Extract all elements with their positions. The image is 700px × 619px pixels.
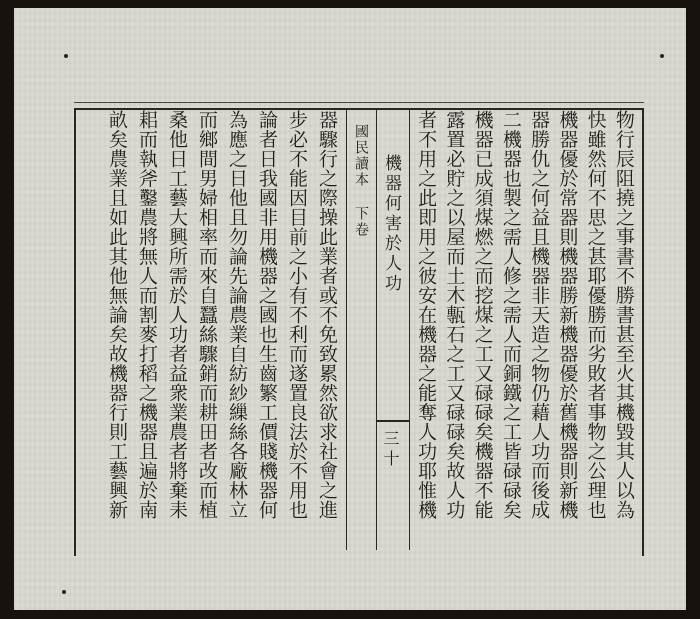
section-title: 機器何害於人功 [381,154,401,294]
text-column: 機器已成須煤燃之而挖煤之工又碌碌矣機器不能 [471,110,494,520]
text-column: 畝矣農業且如此其他無論矣故機器行則工藝興新 [106,110,128,520]
text-column: 桑他日工藝大興所需於人功者益衆業農者將棄耒 [166,110,188,520]
text-column: 步必不能因目前之小有不利而遂置良法於不用也 [286,110,308,520]
book-page [14,8,686,610]
text-column: 快雖然何不思之甚耶優勝而劣敗者事物之公理也 [584,110,607,520]
strip-rule [377,420,409,422]
text-column: 耜而執斧鑿農將無人而割麥打稻之機器且遍於南 [136,110,158,520]
text-column: 二機器也製之需人修之需人而銅鐵之工皆碌碌矣 [499,110,522,520]
text-column: 者不用之此即用之彼安在機器之能奪人功耶惟機 [415,110,438,520]
frame-top-rule [74,102,644,103]
text-column: 露置必貯之以屋而土木甎石之工又碌碌矣故人功 [443,110,466,520]
binding-hole [64,54,68,58]
book-title: 國民讀本 下卷 [353,124,369,238]
text-column: 而鄉間男婦相率而來自蠶絲驟銷而耕田者改而植 [196,110,218,520]
center-strip [346,110,410,550]
binding-hole [62,590,66,594]
text-column: 器驟行之際操此業者或不免致累然欲求社會之進 [316,110,338,520]
page-number: 三十 [381,430,400,470]
text-column: 機器優於常器則機器勝新機器優於舊機器則新機 [556,110,579,520]
text-column: 物行辰阻撓之事書不勝書甚至火其機毀其人以為 [612,110,635,520]
text-column: 論者日我國非用機器之國也生齒繁工價賤機器何 [256,110,278,520]
text-column: 為應之日他且勿論先論農業自紡紗繅絲各廠林立 [226,110,248,520]
text-column: 器勝仇之何益且機器非天造之物仍藉人功而後成 [528,110,551,520]
text-frame [74,108,644,556]
binding-hole [660,54,664,58]
strip-divider [376,110,377,550]
